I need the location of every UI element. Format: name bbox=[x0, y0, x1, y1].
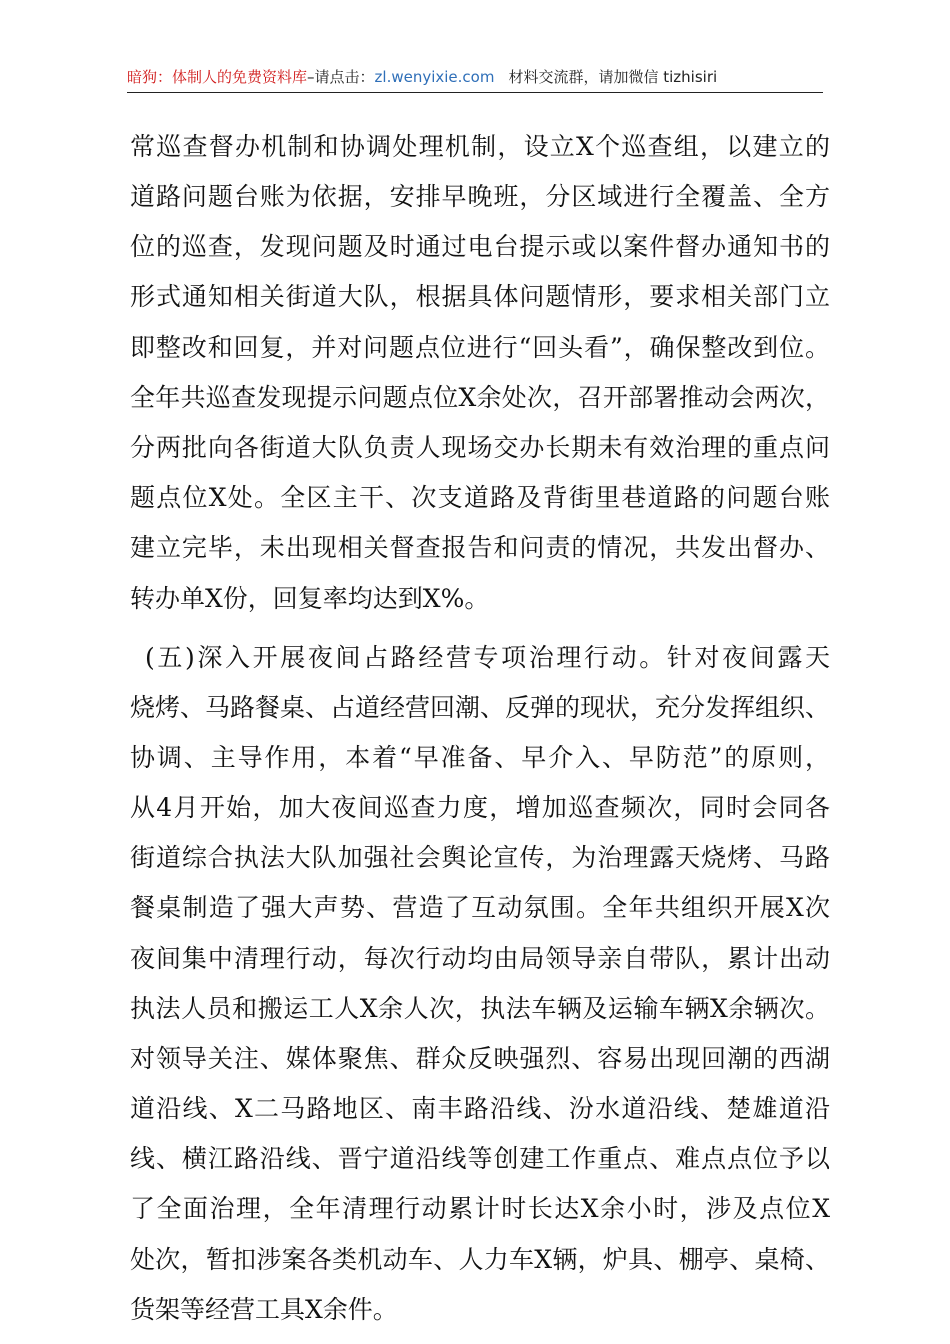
text-line: 形式通知相关街道大队，根据具体问题情形，要求相关部门立 bbox=[130, 282, 830, 311]
header-wechat-note: 材料交流群，请加微信 tizhisiri bbox=[508, 68, 718, 86]
text-line: 常巡查督办机制和协调处理机制，设立X个巡查组，以建立的 bbox=[130, 132, 830, 161]
text-line: 线、横江路沿线、晋宁道沿线等创建工作重点、难点点位予以 bbox=[130, 1144, 830, 1173]
text-line: 分两批向各街道大队负责人现场交办长期未有效治理的重点问 bbox=[130, 433, 830, 462]
text-line: 餐桌制造了强大声势、营造了互动氛围。全年共组织开展X次 bbox=[130, 893, 830, 922]
text-line: 转办单X份，回复率均达到X%。 bbox=[130, 584, 490, 613]
text-line: 建立完毕，未出现相关督查报告和问责的情况，共发出督办、 bbox=[130, 533, 830, 562]
section-heading-line: (五)深入开展夜间占路经营专项治理行动。针对夜间露天 bbox=[145, 643, 830, 672]
text-line: 街道综合执法大队加强社会舆论宣传，为治理露天烧烤、马路 bbox=[130, 843, 830, 872]
text-line: 题点位X处。全区主干、次支道路及背街里巷道路的问题台账 bbox=[130, 483, 830, 512]
text-line: 烧烤、马路餐桌、占道经营回潮、反弹的现状，充分发挥组织、 bbox=[130, 693, 831, 722]
text-line: 从4月开始，加大夜间巡查力度，增加巡查频次，同时会同各 bbox=[130, 793, 830, 822]
text-line: 夜间集中清理行动，每次行动均由局领导亲自带队，累计出动 bbox=[130, 944, 830, 973]
text-line: 全年共巡查发现提示问题点位X余处次，召开部署推动会两次， bbox=[130, 383, 830, 412]
page-header bbox=[127, 62, 823, 93]
text-line: 对领导关注、媒体聚焦、群众反映强烈、容易出现回潮的西湖 bbox=[130, 1044, 830, 1073]
header-click-prompt: –请点击： bbox=[307, 68, 375, 86]
header-site-name: 暗狗：体制人的免费资料库 bbox=[127, 68, 308, 86]
text-line: 处次，暂扣涉案各类机动车、人力车X辆，炉具、棚亭、桌椅、 bbox=[130, 1245, 830, 1274]
text-line: 即整改和回复，并对问题点位进行“回头看”，确保整改到位。 bbox=[130, 333, 830, 362]
text-line: 货架等经营工具X余件。 bbox=[130, 1295, 398, 1324]
text-line: 协调、主导作用，本着“早准备、早介入、早防范”的原则， bbox=[130, 743, 830, 772]
text-line: 道路问题台账为依据，安排早晚班，分区域进行全覆盖、全方 bbox=[130, 182, 830, 211]
text-line: 道沿线、X二马路地区、南丰路沿线、汾水道沿线、楚雄道沿 bbox=[130, 1094, 830, 1123]
text-line: 执法人员和搬运工人X余人次，执法车辆及运输车辆X余辆次。 bbox=[130, 994, 830, 1023]
text-line: 位的巡查，发现问题及时通过电台提示或以案件督办通知书的 bbox=[130, 232, 830, 261]
text-line: 了全面治理，全年清理行动累计时长达X余小时，涉及点位X bbox=[130, 1194, 830, 1223]
header-link[interactable]: zl.wenyixie.com bbox=[374, 68, 495, 86]
